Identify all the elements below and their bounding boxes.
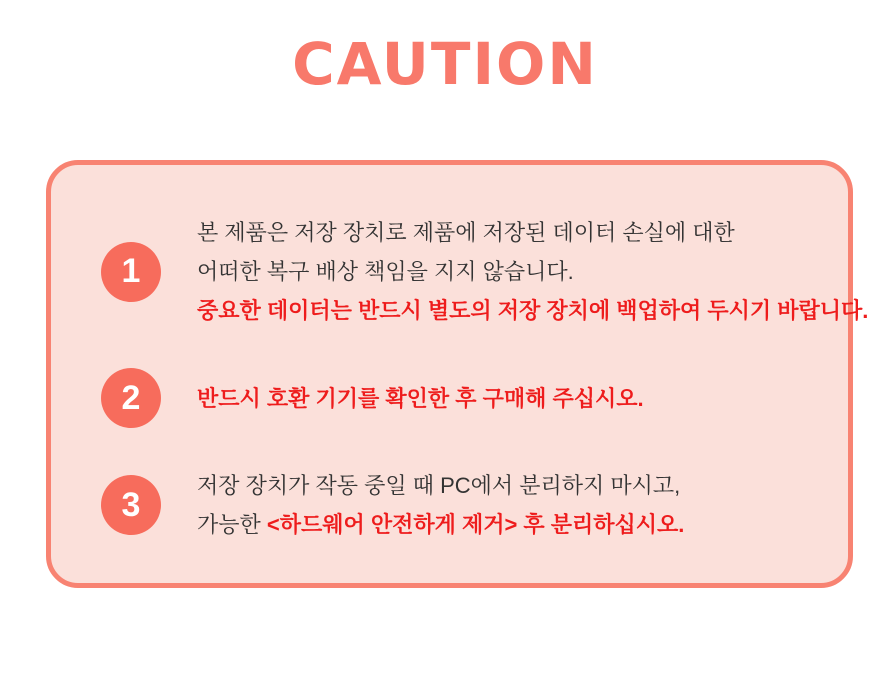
item-number-badge: 2 xyxy=(101,368,161,428)
item-text xyxy=(197,379,644,418)
body-text: 저장 장치가 작동 중일 때 PC에서 분리하지 마시고, xyxy=(197,473,681,498)
item-text-line xyxy=(197,213,868,252)
item-text-line xyxy=(197,291,868,330)
caution-box xyxy=(46,160,869,588)
item-text xyxy=(197,466,684,544)
caution-item xyxy=(101,466,820,544)
emphasis-text: 중요한 데이터는 반드시 별도의 저장 장치에 백업하여 두시기 바랍니다. xyxy=(197,298,869,323)
item-text-line xyxy=(197,466,684,505)
emphasis-text: <하드웨어 안전하게 제거> 후 분리하십시오. xyxy=(266,512,685,537)
body-text: 본 제품은 저장 장치로 제품에 저장된 데이터 손실에 대한 xyxy=(197,220,735,245)
caution-item xyxy=(101,213,869,330)
item-text-line xyxy=(197,252,868,291)
item-text xyxy=(197,213,868,330)
item-number-badge: 1 xyxy=(101,242,161,302)
item-text-line xyxy=(197,379,644,418)
body-text: 가능한 xyxy=(197,512,267,537)
body-text: 어떠한 복구 배상 책임을 지지 않습니다. xyxy=(197,259,574,284)
caution-item xyxy=(101,368,820,428)
item-number-badge: 3 xyxy=(101,475,161,535)
emphasis-text: 반드시 호환 기기를 확인한 후 구매해 주십시오. xyxy=(197,385,644,411)
page-title: CAUTION xyxy=(292,30,598,98)
item-text-line xyxy=(197,505,684,544)
caution-items xyxy=(51,165,869,544)
